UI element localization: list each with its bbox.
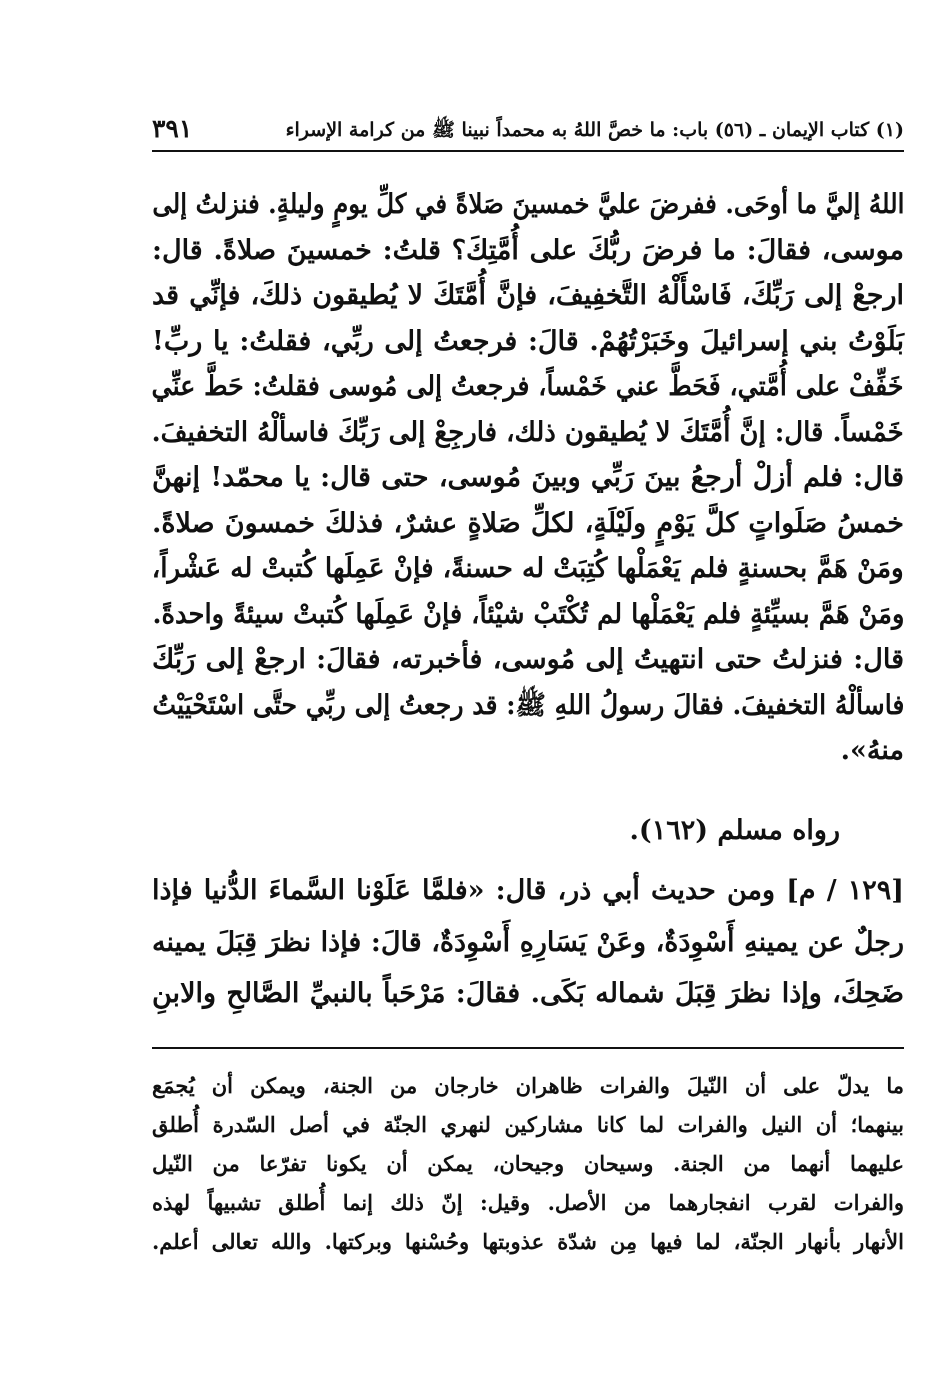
hadith-text-body xyxy=(152,182,904,774)
text-line: موسى، فقالَ: ما فرضَ ربُّكَ على أُمَّتِكَ؟ قلتُ: خمسينَ صلاةً. قال: xyxy=(152,234,904,266)
hadith-source-citation: رواه مسلم (١٦٢). xyxy=(629,815,840,846)
page-number: ٣٩١ xyxy=(152,114,193,143)
text-line: خمسُ صَلَواتٍ كلَّ يَوْمٍ ولَيْلَةٍ، لكلِّ صَلاةٍ عشرٌ، فذلكَ خمسونَ صلاةً. xyxy=(152,507,904,539)
footnote-divider xyxy=(152,1047,904,1049)
text-line: ومَنْ هَمَّ بسيِّئةٍ فلم يَعْمَلْها لم تُكْتَبْ شيْئاً، فإنْ عَمِلَها كُتبتْ سيئةً واحدةً. xyxy=(152,598,904,630)
footnote-line: ما يدلّ على أن النّيلَ والفرات ظاهران خارجان من الجنة، ويمكن أن يُجمَع xyxy=(152,1073,904,1098)
footnote-line: بينهما؛ أن النيل والفرات لما كانا مشاركين لنهري الجنّة في أصل السّدرة أُطلق xyxy=(152,1112,904,1137)
text-line: خَمْساً. قال: إنَّ أُمَّتَكَ لا يُطيقون ذلك، فارجِعْ إلى رَبِّكَ فاسألْهُ التخفيفَ. xyxy=(152,416,904,448)
footnote-block xyxy=(152,1066,904,1261)
text-line: خَفِّفْ على أُمَّتي، فَحَطَّ عني خَمْساً، فرجعتُ إلى مُوسى فقلتُ: حَطَّ عنِّي xyxy=(152,371,904,402)
footnote-line: الأنهار بأنهار الجنّة، لما فيها مِن شدّة عذوبتها وحُسْنها وبركتها. والله تعالى أعلم. xyxy=(152,1229,904,1254)
text-line: قال: فنزلتُ حتى انتهيتُ إلى مُوسى، فأخبرته، فقالَ: ارجعْ إلى رَبِّكَ xyxy=(152,644,904,675)
text-line: فاسألْهُ التخفيفَ. فقالَ رسولُ اللهِ ﷺ: قد رجعتُ إلى ربِّي حتَّى اسْتَحْيَيْتُ xyxy=(152,689,904,721)
text-line: ومَنْ هَمَّ بحسنةٍ فلم يَعْمَلْها كُتِبَتْ له حسنةً، فإنْ عَمِلَها كُتبتْ له عَشْراً، xyxy=(152,553,904,584)
text-line: بَلَوْتُ بني إسرائيلَ وخَبَرْتُهُمْ. قالَ: فرجعتُ إلى ربِّي، فقلتُ: يا ربِّ! xyxy=(152,325,904,357)
text-line: منهُ». xyxy=(840,735,904,766)
text-line: قال: فلم أزلْ أرجعُ بينَ رَبِّي وبينَ مُوسى، حتى قال: يا محمّد! إنهنَّ xyxy=(152,462,904,493)
text-line: اللهُ إليَّ ما أوحَى. ففرضَ عليَّ خمسينَ صَلاةً في كلِّ يومٍ وليلةٍ. فنزلتُ إلى xyxy=(152,189,904,220)
footnote-line: عليهما أنهما من الجنة. وسيحان وجيحان، يمكن أن يكونا تفرّعا من النّيل xyxy=(152,1151,904,1176)
running-title: (١) كتاب الإيمان ـ (٥٦) باب: ما خصَّ اللهُ به محمداً نبينا ﷺ من كرامة الإسراء xyxy=(285,119,904,141)
text-line: رجلٌ عن يمينهِ أَسْوِدَةٌ، وعَنْ يَسَارِهِ أَسْوِدَةٌ، قالَ: فإذا نظرَ قِبَلَ يمينه xyxy=(152,926,904,958)
text-line: ارجعْ إلى رَبِّكَ، فَاسْأَلْهُ التَّخفِيفَ، فإنَّ أُمَّتَكَ لا يُطيقون ذلكَ، فإنِّي قد xyxy=(152,280,904,311)
page-header xyxy=(152,112,904,152)
footnote-line: والفرات لقرب انفجارهما من الأصل. وقيل: إنّ ذلك إنما أُطلق تشبيهاً لهذه xyxy=(152,1190,904,1215)
text-line: [١٢٩ / م] ومن حديث أبي ذر، قال: «فلمَّا عَلَوْنا السَّماءَ الدُّنيا فإذا xyxy=(152,875,904,906)
next-hadith-text xyxy=(152,865,904,1020)
text-line: ضَحِكَ، وإذا نظرَ قِبَلَ شماله بَكَى. فقالَ: مَرْحَباً بالنبيِّ الصَّالحِ والابنِ xyxy=(152,978,904,1009)
